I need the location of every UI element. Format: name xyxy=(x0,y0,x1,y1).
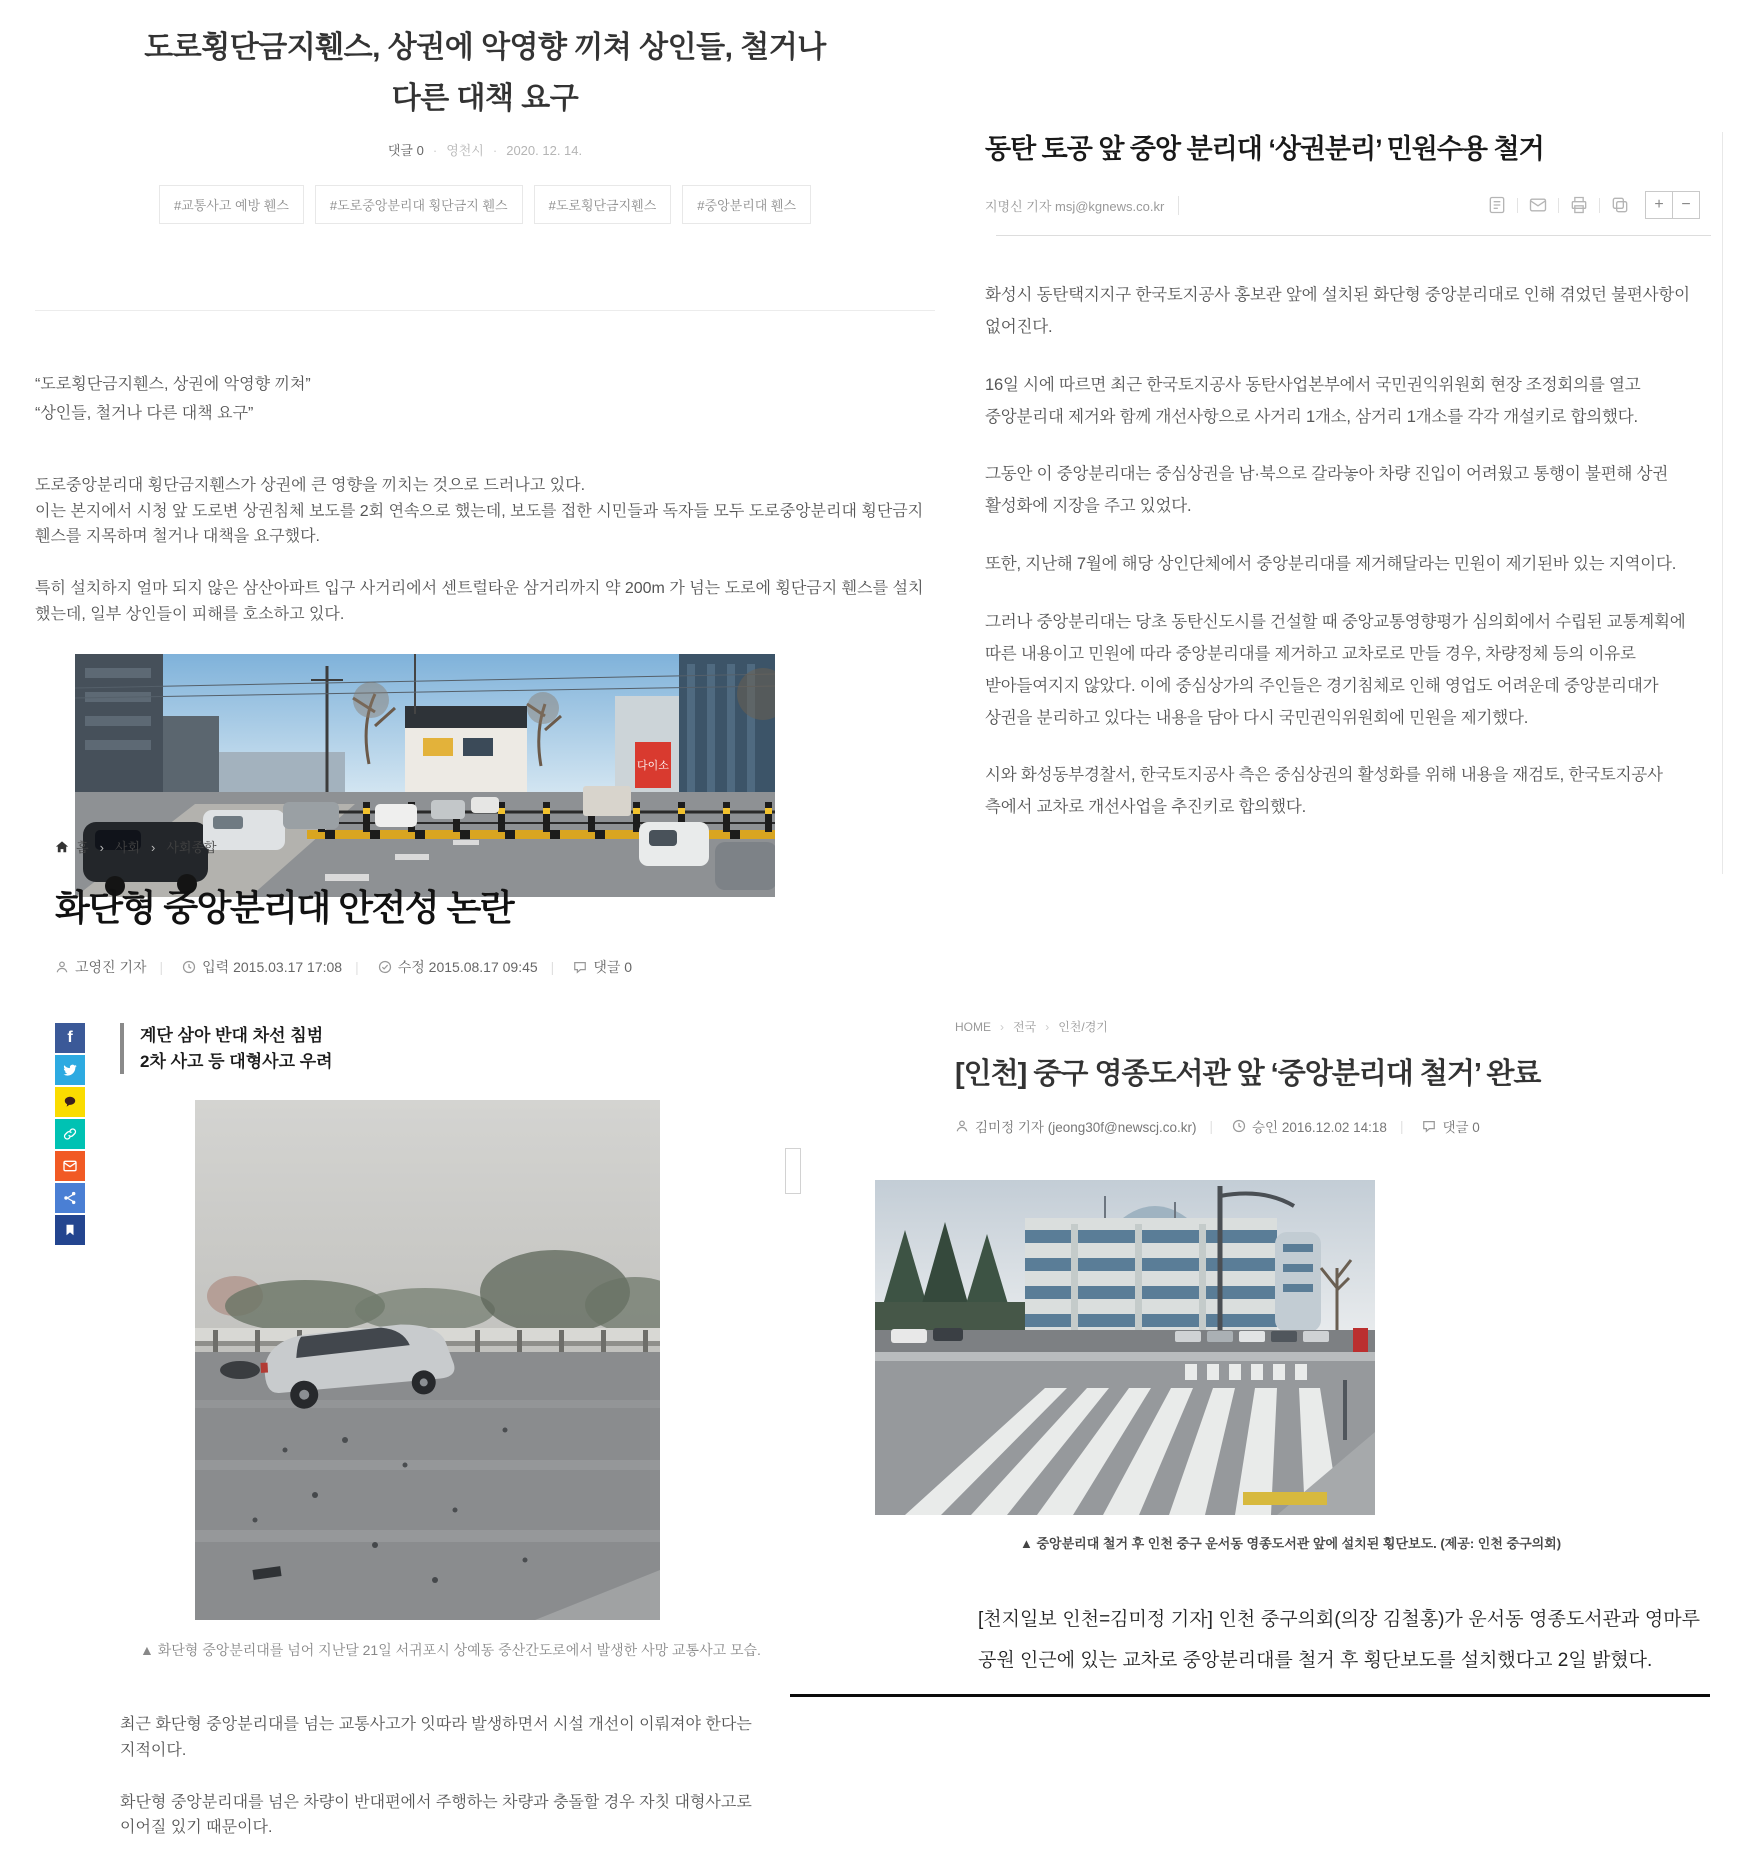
breadcrumb-society[interactable]: › 사회 xyxy=(89,837,140,856)
tag-chip[interactable]: #도로횡단금지휀스 xyxy=(534,185,672,224)
copy-button[interactable] xyxy=(1607,192,1633,218)
byline-row xyxy=(955,1116,1710,1136)
email-share-button[interactable] xyxy=(55,1151,85,1181)
article-list-button[interactable] xyxy=(1484,192,1510,218)
page-title: 화단형 중앙분리대 안전성 논란 xyxy=(55,887,514,928)
byline-row xyxy=(55,957,805,977)
comment-icon xyxy=(1422,1119,1436,1133)
tag-list xyxy=(35,185,935,224)
article-date: · 2020. 12. 14. xyxy=(484,143,582,158)
page-title: 도로횡단금지휀스, 상권에 악영향 끼쳐 상인들, 철거나 다른 대책 요구 xyxy=(144,31,826,115)
breadcrumb-society-general[interactable]: › 사회종합 xyxy=(140,837,217,856)
facebook-share-button[interactable]: f xyxy=(55,1023,85,1053)
published-time: | 승인 2016.12.02 14:18 xyxy=(1252,1120,1387,1135)
photo-caption: ▲ 중앙분리대 철거 후 인천 중구 운서동 영종도서관 앞에 설치된 횡단보도. (제공: 인천 중구의회) xyxy=(1020,1536,1562,1551)
page-title: [인천] 중구 영종도서관 앞 ‘중앙분리대 철거’ 완료 xyxy=(955,1058,1541,1090)
divider xyxy=(996,235,1711,236)
tag-chip[interactable]: #교통사고 예방 휀스 xyxy=(159,185,304,224)
article-bottom-right xyxy=(790,1018,1710,1705)
daiso-sign-text: 다이소 xyxy=(637,760,669,773)
person-icon xyxy=(55,960,69,974)
home-icon xyxy=(55,840,69,854)
divider xyxy=(35,310,935,311)
comment-count[interactable]: 댓글 0 xyxy=(387,143,424,158)
article-end-rule xyxy=(790,1694,1710,1697)
published-time: | 입력 2015.03.17 17:08 xyxy=(202,959,343,975)
article-subhead: 계단 삼아 반대 차선 침범 2차 사고 등 대형사고 우려 xyxy=(120,1023,805,1074)
breadcrumb xyxy=(55,837,805,856)
email-button[interactable] xyxy=(1525,192,1551,218)
print-button[interactable] xyxy=(1566,192,1592,218)
article-body: 최근 화단형 중앙분리대를 넘는 교통사고가 잇따라 발생하면서 시설 개선이 이뤄져야 한다는 지적이다. 화단형 중앙분리대를 넘은 차량이 반대편에서 주행하는 차량과 충돌할 경우 자칫 대형사고로 이어질 있기 때문이다. xyxy=(120,1715,752,1837)
comment-icon xyxy=(573,960,587,974)
article-location: · 영천시 xyxy=(424,143,484,158)
font-size-decrease-button[interactable]: − xyxy=(1673,191,1700,219)
share-button[interactable] xyxy=(55,1183,85,1213)
breadcrumb-home[interactable]: HOME xyxy=(955,1019,991,1034)
article-top-left xyxy=(35,22,935,897)
reporter-byline: 지명신 기자 msj@kgnews.co.kr xyxy=(985,196,1179,215)
article-body: [천지일보 인천=김미정 기자] 인천 중구의회(의장 김철홍)가 운서동 영종도서관과 영마루 공원 인근에 있는 교차로 중앙분리대를 철거 후 횡단보도를 설치했다고 2일 밝혔다. xyxy=(978,1609,1700,1671)
breadcrumb-incheon-gyeonggi[interactable]: › 인천/경기 xyxy=(1036,1018,1108,1035)
article-bottom-left xyxy=(55,837,805,1841)
comment-count[interactable]: | 댓글 0 xyxy=(593,959,633,975)
breadcrumb-national[interactable]: › 전국 xyxy=(991,1018,1036,1035)
pull-quotes: “도로횡단금지휀스, 상권에 악영향 끼쳐” “상인들, 철거나 다른 대책 요구” xyxy=(35,376,311,422)
car-accident-photo xyxy=(195,1100,660,1620)
kakaostory-share-button[interactable] xyxy=(55,1087,85,1117)
breadcrumb xyxy=(955,1018,1710,1035)
breadcrumb-home[interactable]: 홈 xyxy=(76,840,89,855)
font-size-increase-button[interactable]: + xyxy=(1645,191,1673,219)
clock-icon xyxy=(1232,1119,1246,1133)
check-circle-icon xyxy=(378,960,392,974)
page-fragment xyxy=(785,1148,801,1194)
person-icon xyxy=(955,1119,969,1133)
article-body: 화성시 동탄택지지구 한국토지공사 홍보관 앞에 설치된 화단형 중앙분리대로 인해 겪었던 불편사항이 없어진다. 16일 시에 따르면 최근 한국토지공사 동탄사업본부에서 국민권익위원회 현장 조정회의를 열고 중앙분리대 제거와 함께 개선사항으로 사거리 1개소, 삼거리 1개소를 각각 개설키로 합의했다. 그동안 이 중앙분리대는 중심상권을 남·북으로 갈라놓아 차량 진입이 어려웠고 통행이 불편해 상권 활성화에 지장을 주고 있었다. 또한, 지난해 7월에 해당 상인단체에서 중앙분리대를 제거해달라는 민원이 제기된바 있는 지역이다. 그러나 중앙분리대는 당초 동탄신도시를 건설할 때 중앙교통영향평가 심의회에서 수립된 교통계획에 따른 내용이고 민원에 따라 중앙분리대를 제거하고 교차로로 만들 경우, 차량정체 등의 이유로 받아들여지지 않았다. 이에 중심상가의 주인들은 경기침체로 인해 영업도 어려운데 중앙분리대가 상권을 분리하고 있다는 내용을 담아 다시 국민권익위원회에 민원을 제기했다. 시와 화성동부경찰서, 한국토지공사 측은 중심상권의 활성화를 위해 내용을 재검토, 한국토지공사 측에서 교차로 개선사업을 추진키로 합의했다. xyxy=(985,286,1690,817)
comment-count[interactable]: | 댓글 0 xyxy=(1442,1120,1480,1135)
article-meta xyxy=(35,140,935,159)
photo-caption: ▲ 화단형 중앙분리대를 넘어 지난달 21일 서귀포시 상예동 중산간도로에서 발생한 사망 교통사고 모습. xyxy=(140,1642,761,1658)
clock-icon xyxy=(182,960,196,974)
reporter-name: 고영진 기자 xyxy=(75,959,147,975)
article-toolbar xyxy=(1484,191,1700,219)
social-share-bar xyxy=(55,1023,85,1841)
library-crosswalk-photo xyxy=(875,1180,1375,1515)
article-top-right xyxy=(985,132,1723,874)
tag-chip[interactable]: #중앙분리대 휀스 xyxy=(682,185,811,224)
article-body: 도로중앙분리대 횡단금지휀스가 상권에 큰 영향을 끼치는 것으로 드러나고 있다. 이는 본지에서 시청 앞 도로변 상권침체 보도를 2회 연속으로 했는데, 보도를 접한 시민들과 독자들 모두 도로중앙분리대 횡단금지휀스를 지목하며 철거나 대책을 요구했다. 특히 설치하지 얼마 되지 않은 삼산아파트 입구 사거리에서 센트럴타운 삼거리까지 약 200m 가 넘는 도로에 횡단금지 휀스를 설치했는데, 일부 상인들이 피해를 호소하고 있다. xyxy=(35,476,924,624)
link-share-button[interactable] xyxy=(55,1119,85,1149)
page-title: 동탄 토공 앞 중앙 분리대 ‘상권분리’ 민원수용 철거 xyxy=(985,134,1544,164)
bookmark-button[interactable] xyxy=(55,1215,85,1245)
twitter-share-button[interactable] xyxy=(55,1055,85,1085)
modified-time: | 수정 2015.08.17 09:45 xyxy=(397,959,538,975)
byline-row xyxy=(985,191,1700,219)
reporter-name: 김미정 기자 (jeong30f@newscj.co.kr) xyxy=(975,1120,1197,1135)
tag-chip[interactable]: #도로중앙분리대 횡단금지 휀스 xyxy=(315,185,523,224)
